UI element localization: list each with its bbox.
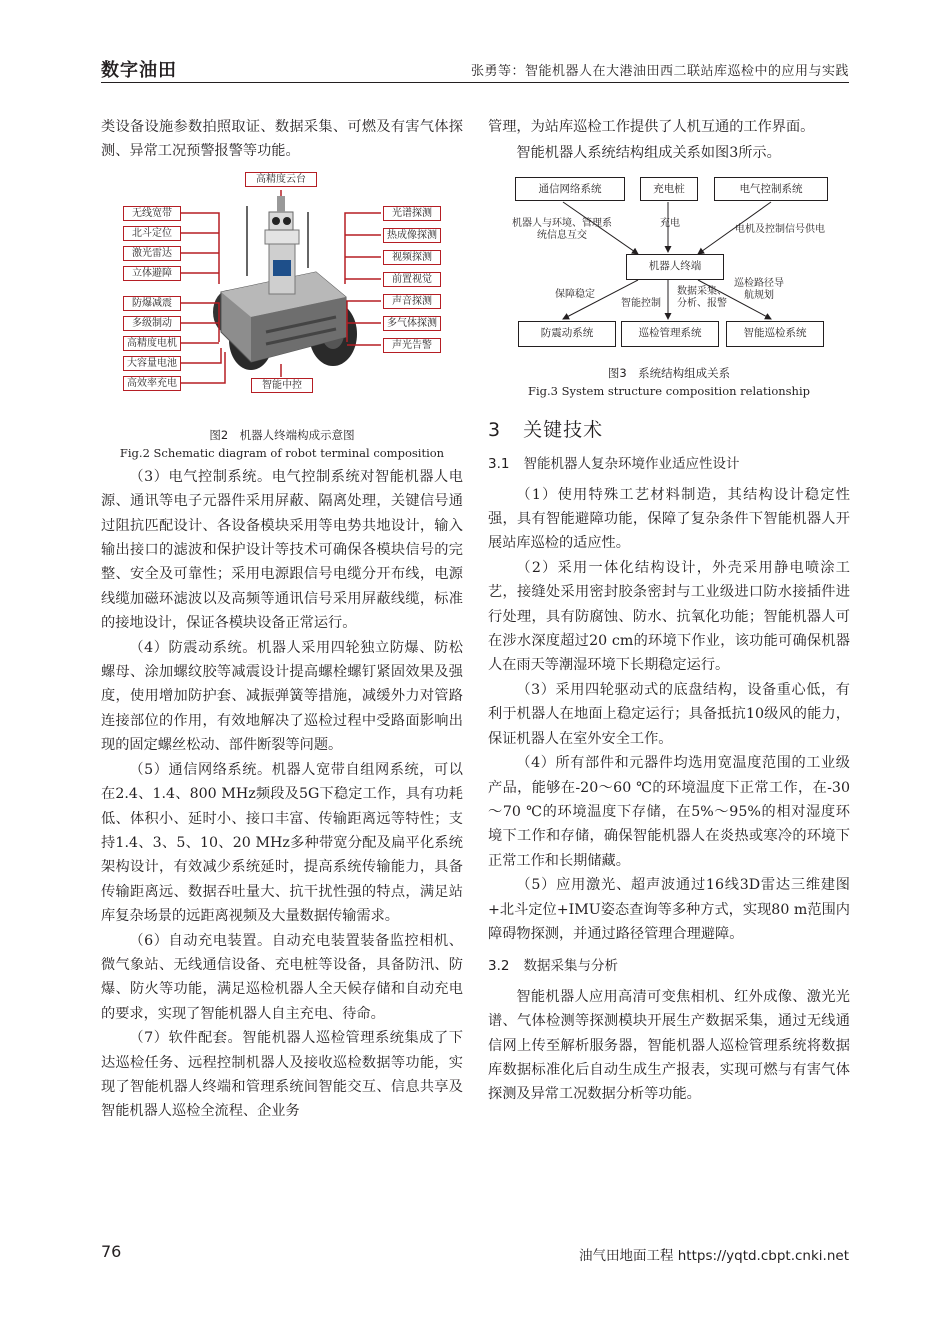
- label-alarm: 声光告警: [383, 338, 441, 353]
- header-rule: [101, 82, 849, 83]
- paragraph-3-1-2: （2）采用一体化结构设计，外壳采用静电喷涂工艺，接缝处采用密封胶条密封与工业级进口防水接插件进行处理，具有防腐蚀、防水、抗氧化功能；智能机器人可在涉水深度超过20 cm的环境下作业，该功能可确保机器人在雨天等潮湿环境下长期稳定运行。: [488, 559, 850, 674]
- section-3-1-title: 智能机器人复杂环境作业适应性设计: [523, 456, 740, 473]
- fig2-caption-en: Fig.2 Schematic diagram of robot terminal composition: [119, 445, 445, 460]
- label-shockproof: 防爆减震: [123, 296, 181, 311]
- paragraph-3-1-3: （3）采用四轮驱动式的底盘结构，设备重心低，有利于机器人在地面上稳定运行；具备抵抗10级风的能力，保证机器人在室外安全工作。: [488, 681, 850, 747]
- label-multi-gas: 多气体探测: [383, 316, 441, 331]
- section-3-2-title: 数据采集与分析: [523, 958, 618, 975]
- label-thermal: 热成像探测: [383, 228, 441, 243]
- label-spectrum: 光谱探测: [383, 206, 441, 221]
- box-charging-pile: 充电桩: [640, 177, 698, 201]
- right-intro: 管理，为站库巡检工作提供了人机互通的工作界面。: [488, 119, 815, 135]
- left-intro: 类设备设施参数拍照取证、数据采集、可燃及有害气体探测、异常工况预警报警等功能。: [101, 119, 463, 160]
- label-charging: 高效率充电: [123, 376, 181, 391]
- label-multi-brake: 多级制动: [123, 316, 181, 331]
- paragraph-3-1-1: （1）使用特殊工艺材料制造，其结构设计稳定性强，具有智能避障功能，保障了复杂条件下智能机器人开展站库巡检的适应性。: [488, 486, 850, 552]
- label-central-control: 智能中控: [251, 378, 313, 393]
- fig3-caption-en: Fig.3 System structure composition relationship: [528, 383, 810, 398]
- left-column: [101, 115, 463, 1124]
- paragraph-electrical: （3）电气控制系统。电气控制系统对智能机器人电源、通讯等电子元器件采用屏蔽、隔离处理，关键信号通过阻抗匹配设计、各设备模块采用等电势共地设计，输入输出接口的滤波和保护设计等技术可确保各模块信号的完整、安全及可靠性；采用电源跟信号电缆分开布线，电源线缆加磁环滤波以及高频等通讯信号采用屏蔽线缆，标准的接地设计，保证各模块设备正常运行。: [101, 468, 463, 632]
- box-robot-terminal: 机器人终端: [626, 254, 724, 280]
- figure-3: [488, 174, 850, 350]
- paragraph-3-1-4: （4）所有部件和元器件均选用宽温度范围的工业级产品，能够在-20～60 ℃的环境温度下正常工作，在-30～70 ℃的环境温度下存储，在5%～95%的相对湿度环境下工作和存储，确保智能机器人在炎热或寒冷的环境下正常工作和长期储藏。: [488, 755, 850, 869]
- label-motor: 高精度电机: [123, 336, 181, 351]
- section-3-heading: [488, 418, 850, 442]
- edge-label-ctrl: 智能控制: [621, 297, 661, 309]
- fig3-caption-cn: 图3 系统结构组成关系: [607, 365, 731, 380]
- label-battery: 大容量电池: [123, 356, 181, 371]
- box-inspection-mgmt: 巡检管理系统: [621, 321, 719, 347]
- box-electrical-control: 电气控制系统: [714, 177, 828, 201]
- section-3-1-heading: [488, 452, 850, 476]
- fig2-caption-cn: 图2 机器人终端构成示意图: [209, 427, 355, 442]
- edge-label-stable: 保障稳定: [555, 288, 595, 300]
- box-smart-inspection: 智能巡检系统: [726, 321, 824, 347]
- edge-label-charge: 充电: [660, 217, 680, 229]
- edge-label-elec: 电机及控制信号供电: [735, 223, 825, 235]
- running-title: 张勇等：智能机器人在大港油田西二联站库巡检中的应用与实践: [470, 64, 849, 79]
- journal-footer: 油气田地面工程 https://yqtd.cbpt.cnki.net: [578, 1248, 849, 1264]
- section-3-title: 关键技术: [523, 418, 604, 441]
- label-stereo-avoid: 立体避障: [123, 266, 181, 281]
- box-antivibration: 防震动系统: [518, 321, 616, 347]
- paragraph-3-1-5: （5）应用激光、超声波通过16线3D雷达三维建图+北斗定位+IMU姿态查询等多种方式，实现80 m范围内障碍物探测，并通过路径管理合理避障。: [488, 877, 850, 942]
- edge-label-nav: 巡检路径导航规划: [734, 277, 784, 301]
- label-video: 视频探测: [383, 250, 441, 265]
- label-lidar: 激光雷达: [123, 246, 181, 261]
- section-3-number: 3: [488, 418, 502, 441]
- section-3-2-heading: [488, 954, 850, 978]
- page-number: 76: [101, 1242, 122, 1261]
- paragraph-antivibration: （4）防震动系统。机器人采用四轮独立防爆、防松螺母、涂加螺纹胶等减震设计提高螺栓螺钉紧固效果及强度，使用增加防护套、减振弹簧等措施，减缓外力对管路连接部位的作用，有效地解决了巡检过程中受路面影响出现的固定螺丝松动、部件断裂等问题。: [101, 639, 463, 754]
- paragraph-network: （5）通信网络系统。机器人宽带自组网系统，可以在2.4、1.4、800 MHz频段及5G下稳定工作，具有功耗低、体积小、延时小、接口丰富、传输距离远等特性；支持1.4、3、5、10、20 MHz多种带宽分配及扁平化系统架构设计，有效减少系统延时，提高系统传输能力，具备传输距离远、数据吞吐量大、抗干扰性强的特点，满足站库复杂场景的远距离视频及大量数据传输需求。: [101, 761, 463, 925]
- label-sound: 声音探测: [383, 294, 441, 309]
- section-3-1-number: 3.1: [488, 456, 510, 473]
- label-beidou: 北斗定位: [123, 226, 181, 241]
- label-gimbal: 高精度云台: [245, 172, 317, 187]
- label-front-vision: 前置视觉: [383, 272, 441, 287]
- figure-2: [101, 172, 463, 412]
- edge-label-data: 数据采集、分析、报警: [677, 285, 727, 309]
- robot-illustration: [213, 196, 357, 370]
- label-wireless-broadband: 无线宽带: [123, 206, 181, 221]
- paragraph-3-2-1: 智能机器人应用高清可变焦相机、红外成像、激光光谱、气体检测等探测模块开展生产数据采集，通过无线通信网上传至解析服务器，智能机器人巡检管理系统将数据库数据标准化后自动生成生产报表，实现可燃与有害气体探测及异常工况数据分析等功能。: [488, 988, 850, 1103]
- edge-label-comm: 机器人与环境、管理系统信息互交: [512, 217, 612, 241]
- box-comm-network: 通信网络系统: [515, 177, 625, 201]
- section-3-2-number: 3.2: [488, 958, 510, 975]
- right-column: [488, 115, 850, 1107]
- paragraph-charging: （6）自动充电装置。自动充电装置装备监控相机、微气象站、无线通信设备、充电桩等设备，具备防汛、防爆、防火等功能，满足巡检机器人全天候存储和自动充电的要求，实现了智能机器人自主充电、待命。: [101, 932, 463, 1022]
- fig3-intro: 智能机器人系统结构组成关系如图3所示。: [516, 145, 781, 162]
- paragraph-software: （7）软件配套。智能机器人巡检管理系统集成了下达巡检任务、远程控制机器人及接收巡检数据等功能，实现了智能机器人终端和管理系统间智能交互、信息共享及智能机器人巡检全流程、企业务: [101, 1030, 463, 1120]
- journal-section: 数字油田: [101, 60, 177, 81]
